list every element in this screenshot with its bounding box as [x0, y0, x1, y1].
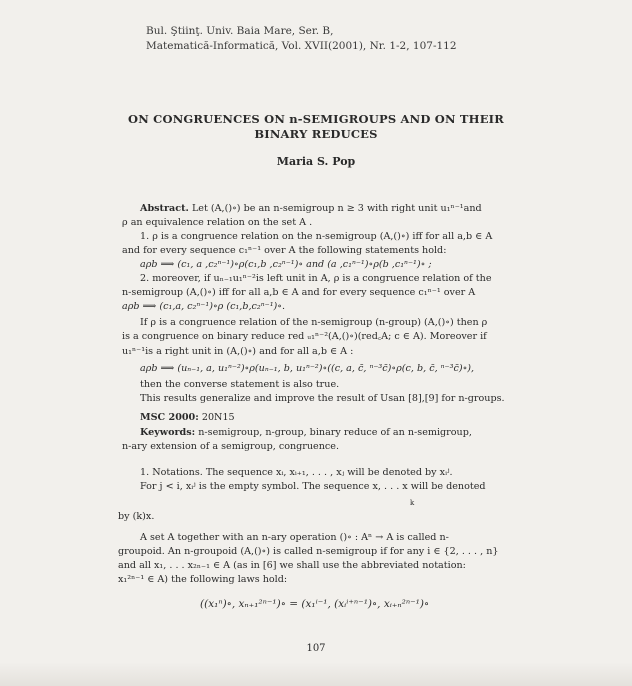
msc-label: MSC 2000: [140, 412, 199, 423]
abstract-line-13: then the converse statement is also true. [140, 379, 340, 390]
page-number: 107 [306, 643, 326, 654]
abstract-line-9: If ρ is a congruence relation of the n-semigroup (n-group) (A,()∘) then ρ [140, 317, 488, 328]
abstract-line-1 [140, 203, 482, 215]
abstract-line-14: This results generalize and improve the result of Usan [8],[9] for n-groups. [140, 393, 505, 404]
scan-bottom-edge [0, 662, 632, 686]
paper-title-line2: BINARY REDUCES [254, 127, 378, 141]
section1-line-4: A set A together with an n-ary operation ()∘ : Aⁿ → A is called n- [140, 532, 449, 543]
underbrace-k: k [410, 499, 415, 507]
abstract-line-2: ρ an equivalence relation on the set A . [122, 217, 313, 228]
keywords-line-1 [140, 427, 472, 439]
abstract-line-11: u₁ⁿ⁻¹is a right unit in (A,()∘) and for all a,b ∈ A : [122, 346, 354, 357]
associativity-formula: ((x₁ⁿ)∘, xₙ₊₁²ⁿ⁻¹)∘ = (x₁ⁱ⁻¹, (xᵢⁱ⁺ⁿ⁻¹)∘, xᵢ₊ₙ²ⁿ⁻¹)∘ [200, 598, 430, 610]
keywords-label: Keywords: [140, 427, 196, 438]
abstract-line-5: aρb ⟹ (c₁, a ,c₂ⁿ⁻¹)∘ρ(c₁,b ,c₂ⁿ⁻¹)∘ and (a ,c₁ⁿ⁻¹)∘ρ(b ,c₁ⁿ⁻¹)∘ ; [140, 259, 432, 270]
abstract-line-3: 1. ρ is a congruence relation on the n-semigroup (A,()∘) iff for all a,b ∈ A [140, 231, 493, 242]
abstract-line-12: aρb ⟹ (uₙ₋₁, a, u₁ⁿ⁻²)∘ρ(uₙ₋₁, b, u₁ⁿ⁻²)∘((c, a, c̄, ⁿ⁻³c̄)∘ρ(c, b, c̄, ⁿ⁻³c̄)∘), [140, 363, 475, 374]
keywords-text: n-semigroup, n-group, binary reduce of an n-semigroup, [198, 427, 472, 438]
abstract-line-10: is a congruence on binary reduce red ᵤ₁ⁿ⁻²(A,()∘)(red꜀A; c ∈ A). Moreover if [122, 331, 487, 342]
journal-header-line1: Bul. Ştiinţ. Univ. Baia Mare, Ser. B, [146, 25, 334, 37]
paper-title-line1: ON CONGRUENCES ON n-SEMIGROUPS AND ON THEIR [127, 112, 505, 126]
msc-value: 20N15 [201, 412, 235, 423]
section1-line-1: 1. Notations. The sequence xᵢ, xᵢ₊₁, . . . , xⱼ will be denoted by xᵢʲ. [140, 467, 453, 478]
section1-line-3: by (k)x. [118, 511, 155, 522]
section1-line-6: and all x₁, . . . x₂ₙ₋₁ ∈ A (as in [6] we shall use the abbreviated notation: [118, 560, 466, 571]
abstract-line-8: aρb ⟹ (c₁,a, c₂ⁿ⁻¹)∘ρ (c₁,b,c₂ⁿ⁻¹)∘. [122, 301, 286, 312]
msc-line [140, 412, 235, 424]
journal-header-line2: Matematică-Informatică, Vol. XVII(2001), Nr. 1-2, 107-112 [146, 40, 457, 52]
section1-line-7: x₁²ⁿ⁻¹ ∈ A) the following laws hold: [118, 574, 288, 585]
keywords-line-2: n-ary extension of a semigroup, congruence. [122, 441, 340, 452]
section1-line-5: groupoid. An n-groupoid (A,()∘) is called n-semigroup if for any i ∈ {2, . . . , n} [118, 546, 499, 557]
section1-line-2: For j < i, xᵢʲ is the empty symbol. The sequence x, . . . x will be denoted [140, 481, 486, 492]
abstract-line-6: 2. moreover, if uₙ₋₁u₁ⁿ⁻²is left unit in A, ρ is a congruence relation of the [140, 273, 492, 284]
abstract-line-7: n-semigroup (A,()∘) iff for all a,b ∈ A and for every sequence c₁ⁿ⁻¹ over A [122, 287, 476, 298]
abstract-label: Abstract. [140, 203, 189, 214]
author-name: Maria S. Pop [276, 155, 356, 168]
abstract-text: Let (A,()∘) be an n-semigroup n ≥ 3 with right unit u₁ⁿ⁻¹and [191, 203, 482, 214]
abstract-line-4: and for every sequence c₁ⁿ⁻¹ over A the following statements hold: [122, 245, 447, 256]
